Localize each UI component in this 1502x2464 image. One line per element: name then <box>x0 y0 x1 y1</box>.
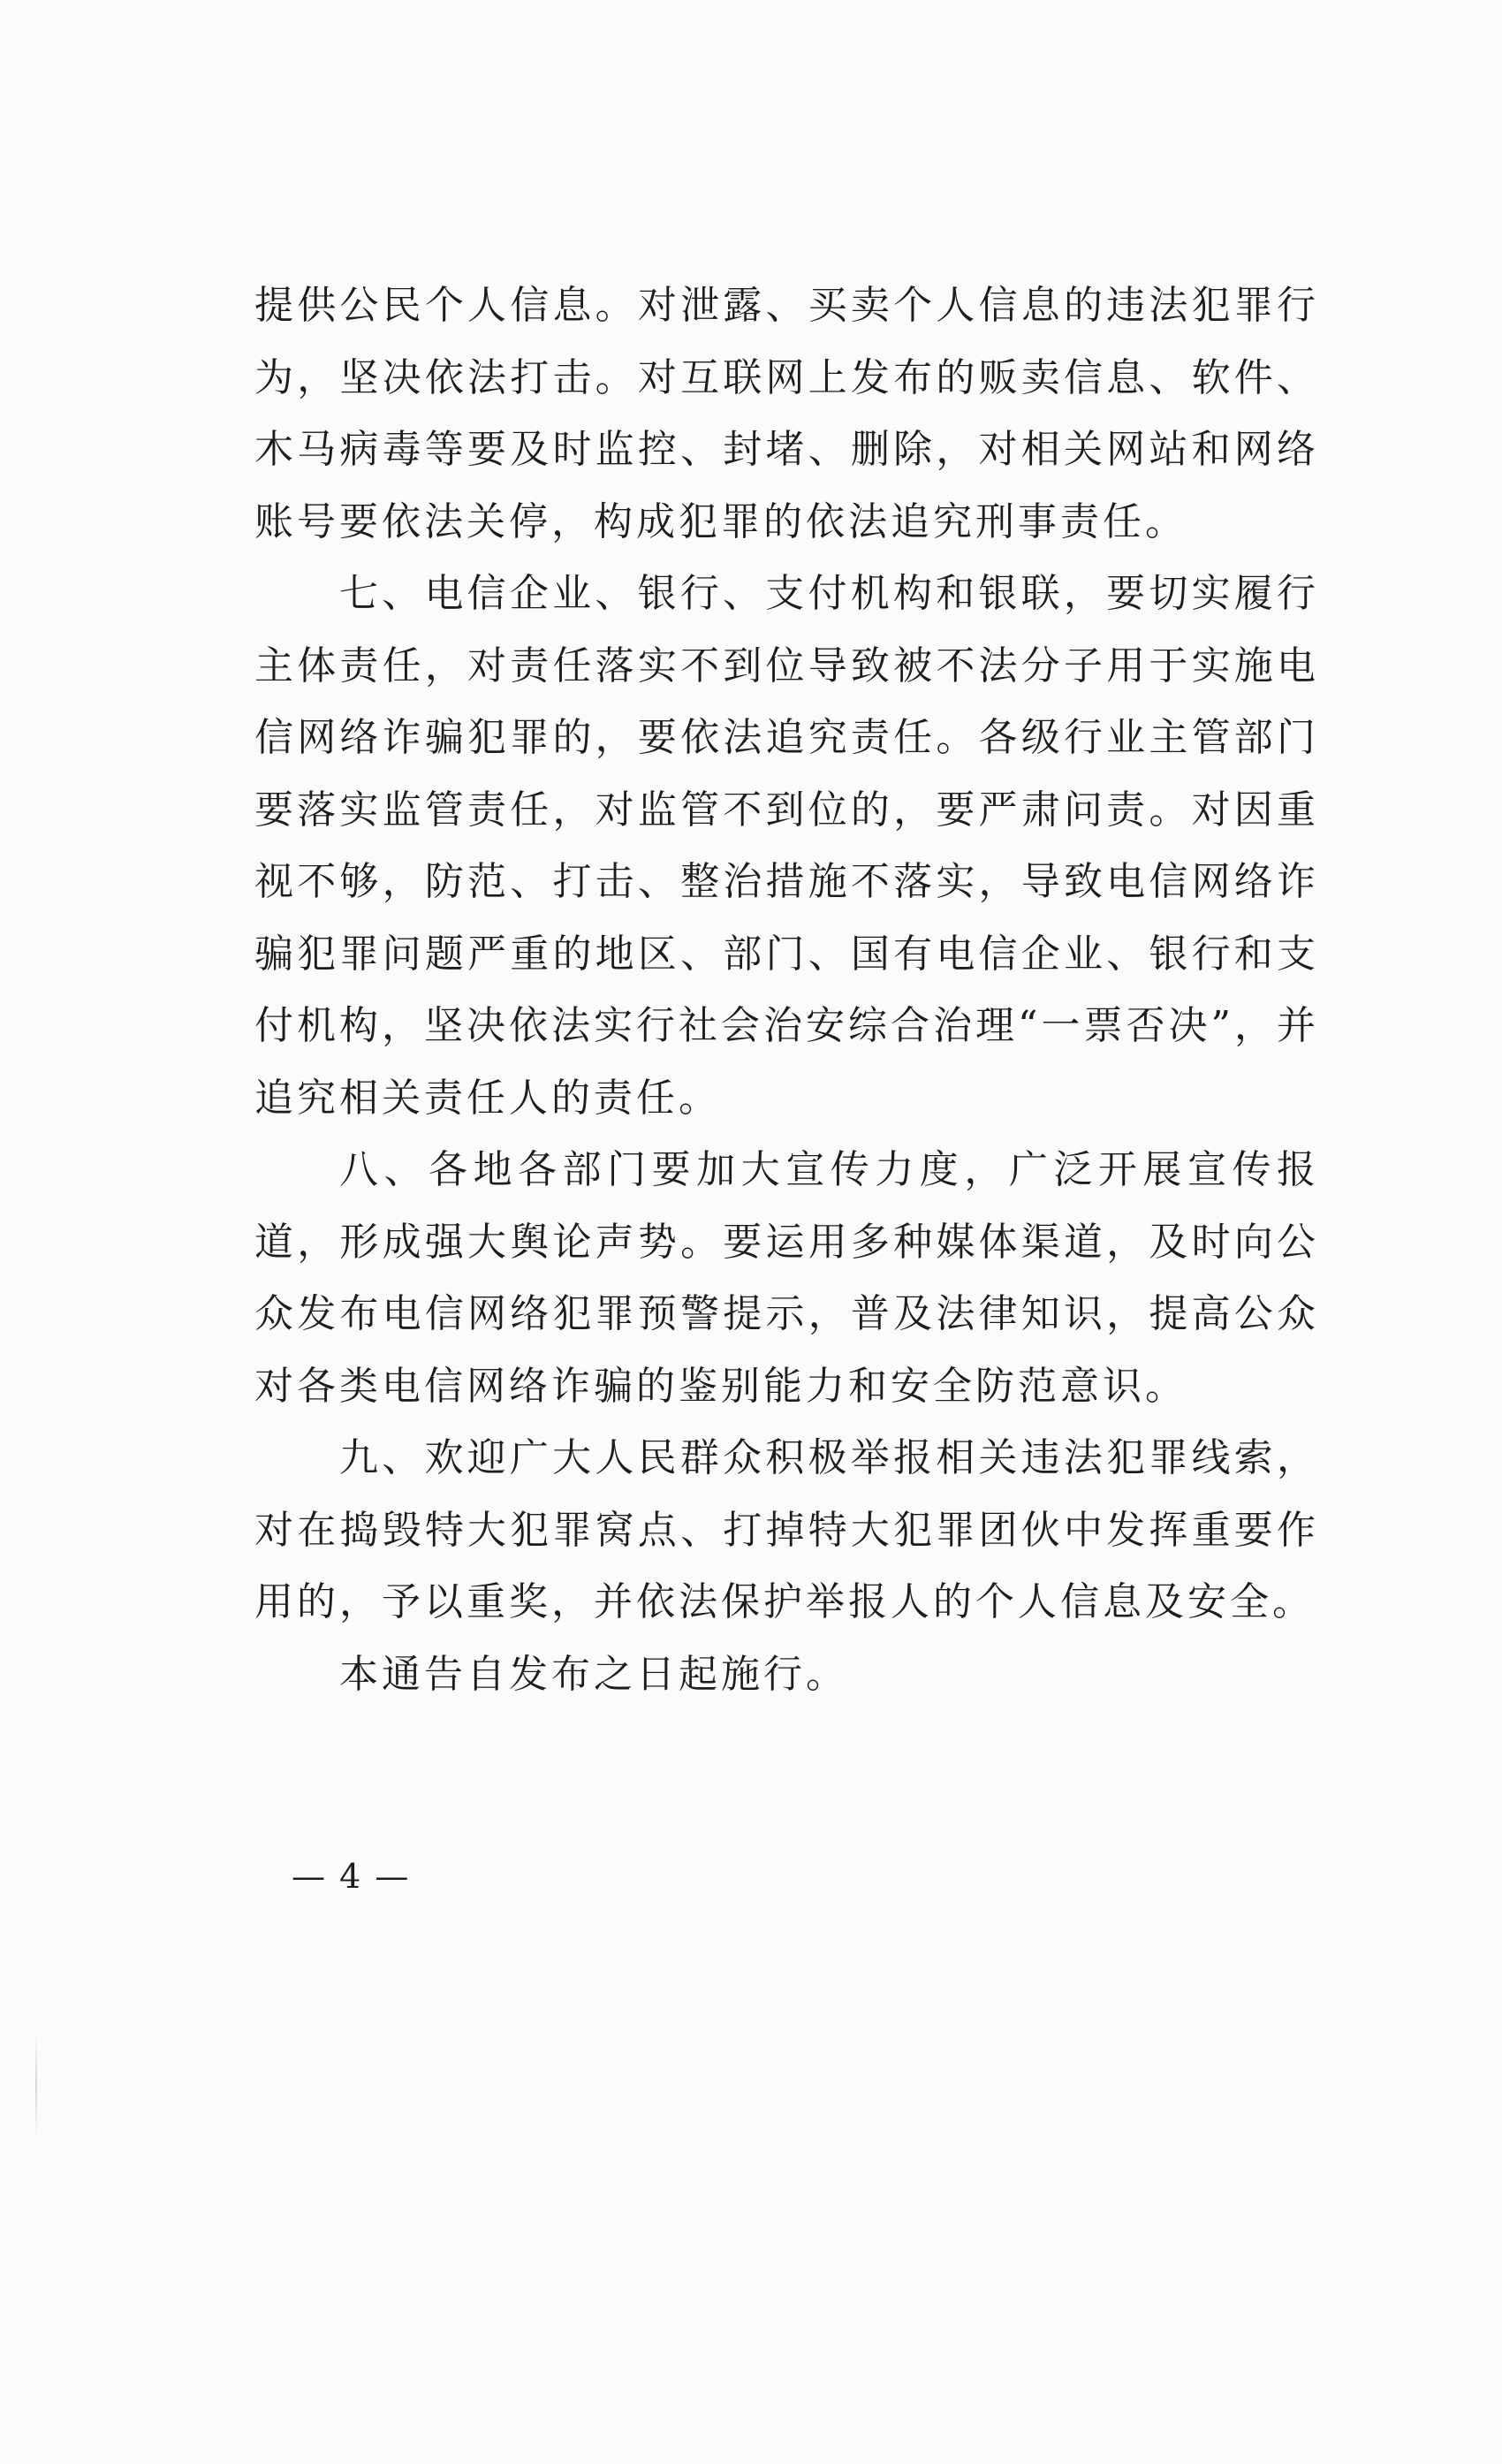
document-body <box>254 270 1319 1710</box>
page-number: — 4 — <box>292 1857 411 1896</box>
paragraph-item-8: 八、各地各部门要加大宣传力度，广泛开展宣传报道，形成强大舆论声势。要运用多种媒体渠道，及时向公众发布电信网络犯罪预警提示，普及法律知识，提高公众对各类电信网络诈骗的鉴别能力和安全防范意识。 <box>254 1147 1319 1409</box>
paragraph-item-7: 七、电信企业、银行、支付机构和银联，要切实履行主体责任，对责任落实不到位导致被不法分子用于实施电信网络诈骗犯罪的，要依法追究责任。各级行业主管部门要落实监管责任，对监管不到位的，要严肃问责。对因重视不够，防范、打击、整治措施不落实，导致电信网络诈骗犯罪问题严重的地区、部门、国有电信企业、银行和支付机构，坚决依法实行社会治安综合治理“一票否决”，并追究相关责任人的责任。 <box>254 571 1319 1121</box>
scan-edge-mark <box>35 2033 37 2139</box>
paragraph-continuation: 提供公民个人信息。对泄露、买卖个人信息的违法犯罪行为，坚决依法打击。对互联网上发布的贩卖信息、软件、木马病毒等要及时监控、封堵、删除，对相关网站和网络账号要依法关停，构成犯罪的依法追究刑事责任。 <box>254 283 1319 544</box>
paragraph-effective-date: 本通告自发布之日起施行。 <box>339 1651 848 1697</box>
paragraph-item-9: 九、欢迎广大人民群众积极举报相关违法犯罪线索，对在捣毁特大犯罪窝点、打掉特大犯罪团伙中发挥重要作用的，予以重奖，并依法保护举报人的个人信息及安全。 <box>254 1435 1319 1624</box>
